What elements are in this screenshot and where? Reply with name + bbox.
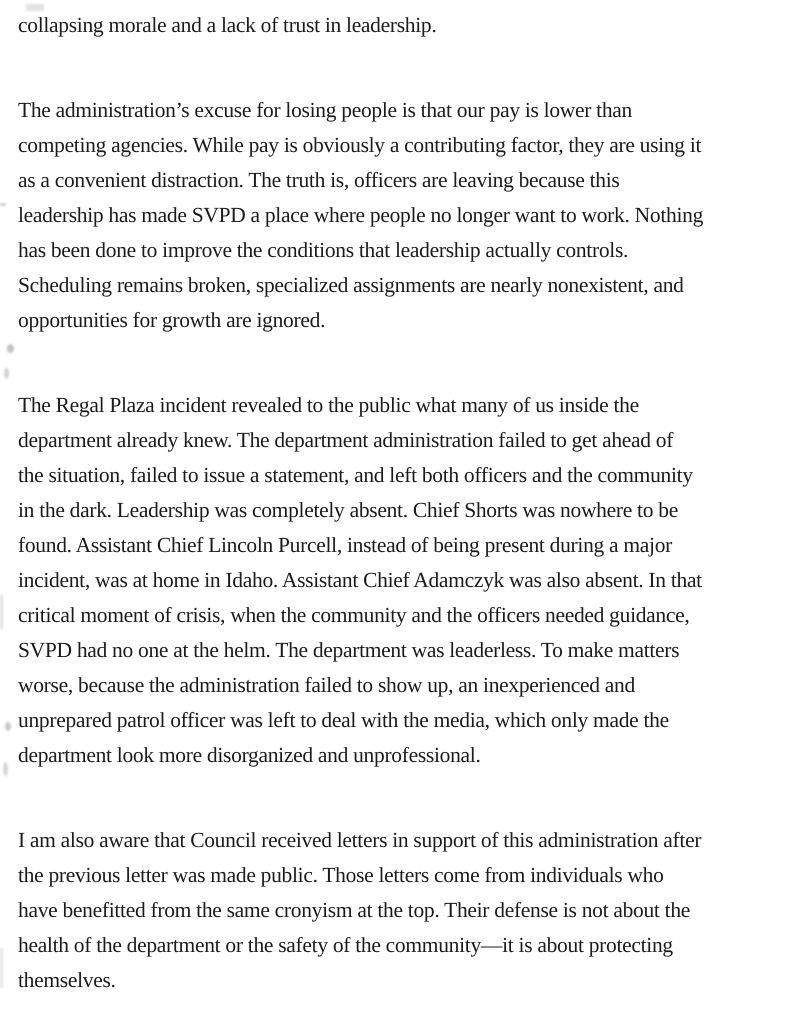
scan-artifact bbox=[3, 762, 8, 776]
scan-artifact bbox=[4, 368, 9, 379]
text-line: critical moment of crisis, when the community and the officers needed guidance, bbox=[18, 603, 690, 627]
text-line: has been done to improve the conditions that leadership actually controls. bbox=[18, 238, 629, 262]
scan-artifact bbox=[7, 344, 14, 353]
text-line: have benefitted from the same cronyism at the top. Their defense is not about the bbox=[18, 898, 691, 922]
text-line: department look more disorganized and unprofessional. bbox=[18, 743, 481, 767]
text-line: The Regal Plaza incident revealed to the public what many of us inside the bbox=[18, 393, 639, 417]
scan-artifact bbox=[5, 722, 11, 731]
text-line: incident, was at home in Idaho. Assistant Chief Adamczyk was also absent. In that bbox=[18, 568, 702, 592]
letter-body bbox=[18, 8, 786, 1024]
text-line: worse, because the administration failed to show up, an inexperienced and bbox=[18, 673, 635, 697]
paragraph bbox=[18, 823, 786, 998]
text-line: I am also aware that Council received letters in support of this administration after bbox=[18, 828, 702, 852]
paragraph bbox=[18, 93, 786, 338]
paragraph bbox=[18, 8, 786, 43]
scan-artifact bbox=[0, 948, 3, 988]
text-line: the previous letter was made public. Those letters come from individuals who bbox=[18, 863, 664, 887]
text-line: leadership has made SVPD a place where people no longer want to work. Nothing bbox=[18, 203, 704, 227]
text-line: themselves. bbox=[18, 968, 116, 992]
text-line: unprepared patrol officer was left to deal with the media, which only made the bbox=[18, 708, 669, 732]
text-line: opportunities for growth are ignored. bbox=[18, 308, 326, 332]
paragraph bbox=[18, 388, 786, 773]
scan-artifact bbox=[0, 595, 3, 629]
text-line: The administration’s excuse for losing people is that our pay is lower than bbox=[18, 98, 632, 122]
text-line: SVPD had no one at the helm. The department was leaderless. To make matters bbox=[18, 638, 680, 662]
text-line: in the dark. Leadership was completely absent. Chief Shorts was nowhere to be bbox=[18, 498, 678, 522]
text-line: the situation, failed to issue a statement, and left both officers and the community bbox=[18, 463, 693, 487]
text-line: Scheduling remains broken, specialized assignments are nearly nonexistent, and bbox=[18, 273, 684, 297]
text-line: department already knew. The department administration failed to get ahead of bbox=[18, 428, 674, 452]
text-line: competing agencies. While pay is obviously a contributing factor, they are using it bbox=[18, 133, 702, 157]
scan-artifact bbox=[0, 203, 6, 206]
text-line: collapsing morale and a lack of trust in leadership. bbox=[18, 13, 437, 37]
text-line: as a convenient distraction. The truth is, officers are leaving because this bbox=[18, 168, 620, 192]
text-line: found. Assistant Chief Lincoln Purcell, instead of being present during a major bbox=[18, 533, 673, 557]
text-line: health of the department or the safety of the community—it is about protecting bbox=[18, 933, 673, 957]
